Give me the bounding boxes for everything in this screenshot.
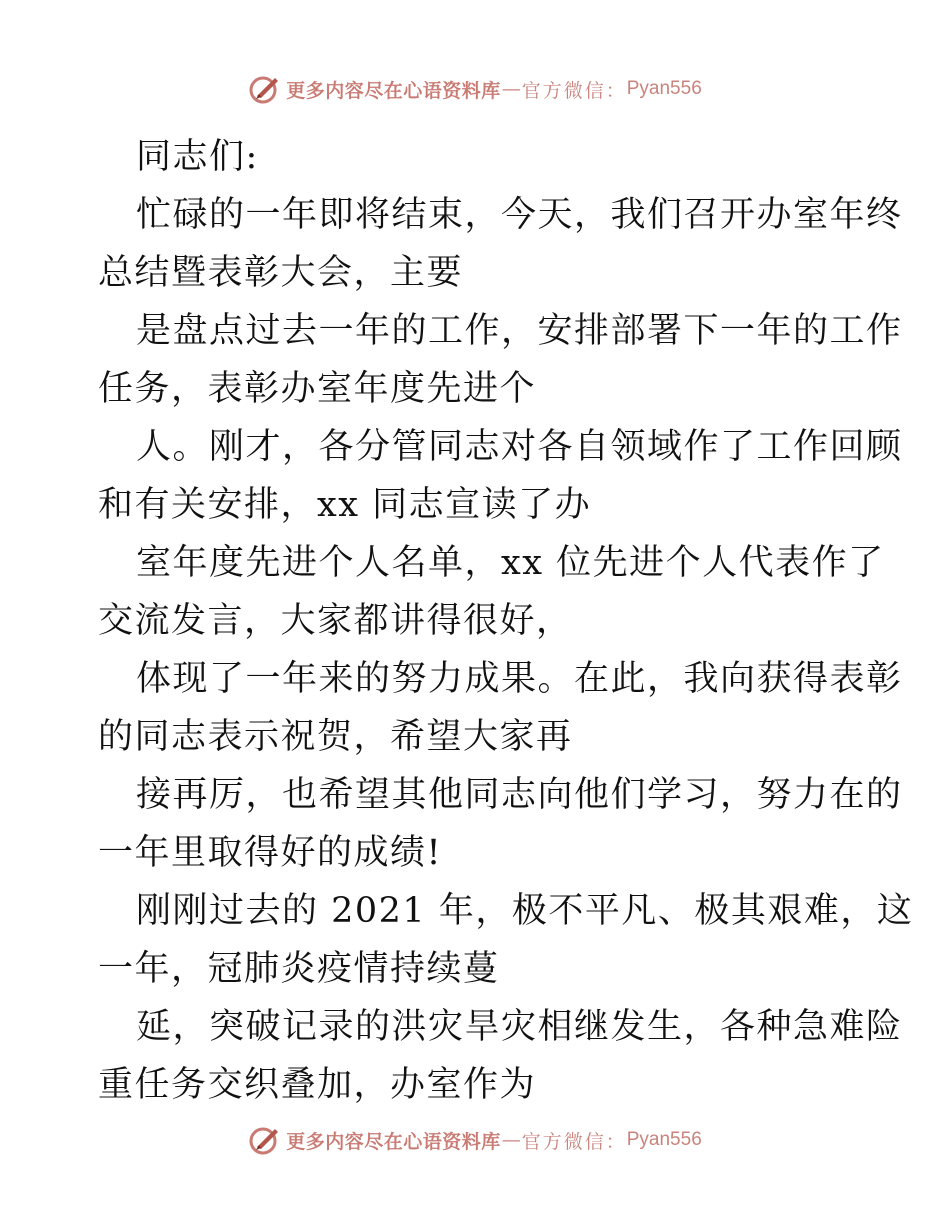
text-line: 一年，冠肺炎疫情持续蔓 — [98, 949, 500, 989]
text-line: 体现了一年来的努力成果。在此，我向获得表彰 — [136, 659, 903, 699]
watermark-separator: — — [501, 78, 521, 100]
text-line: 忙碌的一年即将结束，今天，我们召开办室年终 — [136, 195, 903, 235]
watermark-sub-text: 官方微信： — [521, 79, 627, 102]
watermark-id: Pyan556 — [626, 78, 702, 99]
text-line: 同志们: — [136, 137, 259, 177]
text-line: 重任务交织叠加，办室作为 — [98, 1065, 537, 1105]
footer-watermark — [0, 1125, 950, 1155]
header-watermark — [0, 74, 950, 104]
text-line: 刚刚过去的 2021 年，极不平凡、极其艰难，这 — [136, 891, 914, 931]
text-line: 的同志表示祝贺，希望大家再 — [98, 717, 573, 757]
text-line: 接再厉，也希望其他同志向他们学习，努力在的 — [136, 775, 903, 815]
text-line: 延，突破记录的洪灾旱灾相继发生，各种急难险 — [136, 1007, 903, 1047]
watermark-id: Pyan556 — [626, 1129, 702, 1150]
watermark-main-text: 更多内容尽在心语资料库 — [286, 1130, 501, 1153]
text-line: 交流发言，大家都讲得很好， — [98, 601, 573, 641]
watermark-separator: — — [501, 1129, 521, 1151]
text-line: 和有关安排，xx 同志宣读了办 — [98, 485, 592, 525]
text-line: 一年里取得好的成绩! — [98, 833, 443, 873]
text-line: 总结暨表彰大会，主要 — [98, 253, 464, 293]
text-line: 是盘点过去一年的工作，安排部署下一年的工作 — [136, 311, 903, 351]
watermark-main-text: 更多内容尽在心语资料库 — [286, 79, 501, 102]
text-line: 人。刚才，各分管同志对各自领域作了工作回顾 — [136, 427, 903, 467]
text-line: 室年度先进个人名单，xx 位先进个人代表作了 — [136, 543, 885, 583]
document-body — [98, 128, 914, 1114]
text-line: 任务，表彰办室年度先进个 — [98, 369, 537, 409]
watermark-sub-text: 官方微信： — [521, 1130, 627, 1153]
quill-logo-icon — [248, 74, 282, 104]
quill-logo-icon — [248, 1125, 282, 1155]
